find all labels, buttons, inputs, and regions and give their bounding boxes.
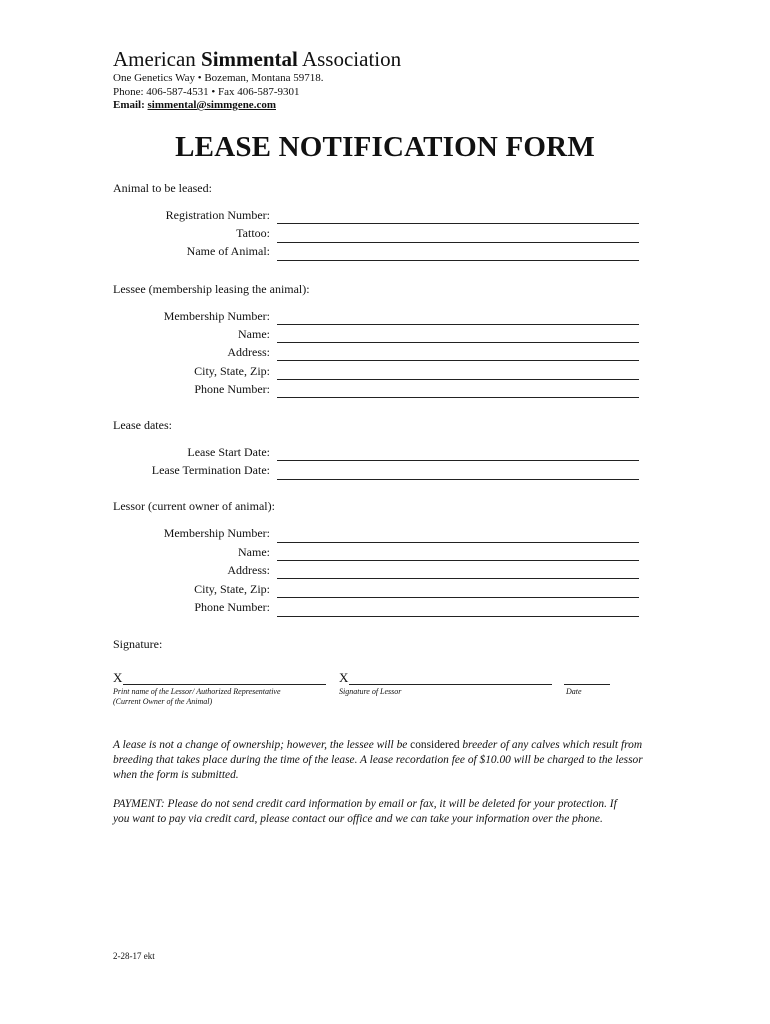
payment-notice-paragraph: PAYMENT: Please do not send credit card information by email or fax, it will be deleted for your protection. If you want to pay via credit card, please contact our office and we can take your information over the phone. bbox=[113, 798, 617, 825]
email-line: Email: simmental@simmgene.com bbox=[113, 99, 276, 111]
print-name-line[interactable] bbox=[123, 684, 326, 685]
input-line-lessee-address[interactable] bbox=[277, 360, 639, 361]
label-lessor-address: Address: bbox=[227, 563, 270, 577]
input-line-lessee-name[interactable] bbox=[277, 342, 639, 343]
section-heading-lessee: Lessee (membership leasing the animal): bbox=[113, 282, 310, 296]
label-name-of-animal: Name of Animal: bbox=[186, 244, 270, 258]
input-line-tattoo[interactable] bbox=[277, 242, 639, 243]
input-line-lessee-phone-number[interactable] bbox=[277, 397, 639, 398]
section-heading-signature: Signature: bbox=[113, 637, 163, 651]
revision-footer: 2-28-17 ekt bbox=[113, 951, 155, 961]
input-line-lessor-name[interactable] bbox=[277, 560, 639, 561]
input-line-name-of-animal[interactable] bbox=[277, 260, 639, 261]
label-registration-number: Registration Number: bbox=[165, 208, 270, 222]
input-line-lessor-membership-number[interactable] bbox=[277, 542, 639, 543]
signature-mark-print-name: X bbox=[113, 670, 123, 685]
section-heading-animal: Animal to be leased: bbox=[113, 181, 212, 195]
label-tattoo: Tattoo: bbox=[236, 226, 270, 240]
label-lessor-phone-number: Phone Number: bbox=[194, 600, 270, 614]
input-line-lease-start-date[interactable] bbox=[277, 460, 639, 461]
input-line-lessor-address[interactable] bbox=[277, 578, 639, 579]
organization-name: American Simmental Association bbox=[113, 47, 402, 71]
address-line: One Genetics Way • Bozeman, Montana 59718. bbox=[113, 72, 324, 84]
label-lessee-membership-number: Membership Number: bbox=[163, 309, 270, 323]
lessor-signature-line[interactable] bbox=[349, 684, 552, 685]
label-lessor-membership-number: Membership Number: bbox=[163, 526, 270, 540]
caption-date: Date bbox=[566, 687, 582, 696]
input-line-lessee-city-state-zip[interactable] bbox=[277, 379, 639, 380]
input-line-lease-termination-date[interactable] bbox=[277, 479, 639, 480]
caption-print-name: Print name of the Lessor/ Authorized Representative bbox=[113, 687, 281, 696]
input-line-lessor-city-state-zip[interactable] bbox=[277, 597, 639, 598]
label-lessor-name: Name: bbox=[238, 545, 270, 559]
signature-mark-lessor: X bbox=[339, 670, 349, 685]
label-lessor-city-state-zip: City, State, Zip: bbox=[194, 582, 270, 596]
email-link[interactable]: simmental@simmgene.com bbox=[147, 99, 276, 111]
label-lease-start-date: Lease Start Date: bbox=[187, 445, 270, 459]
caption-signature-of-lessor: Signature of Lessor bbox=[339, 687, 402, 696]
label-lessee-address: Address: bbox=[227, 345, 270, 359]
phone-line: Phone: 406-587-4531 • Fax 406-587-9301 bbox=[113, 86, 300, 98]
section-heading-lease-dates: Lease dates: bbox=[113, 418, 172, 432]
label-lessee-phone-number: Phone Number: bbox=[194, 382, 270, 396]
input-line-registration-number[interactable] bbox=[277, 223, 639, 224]
section-heading-lessor: Lessor (current owner of animal): bbox=[113, 499, 275, 513]
label-lease-termination-date: Lease Termination Date: bbox=[151, 463, 270, 477]
input-line-lessee-membership-number[interactable] bbox=[277, 324, 639, 325]
lease-notice-paragraph: A lease is not a change of ownership; however, the lessee will be considered breeder of any calves which result from breeding that takes place during the time of the lease. A lease recordation fee of $10.00 will be charged to the lessor when the form is submitted. bbox=[113, 739, 643, 781]
label-lessee-name: Name: bbox=[238, 327, 270, 341]
form-title: LEASE NOTIFICATION FORM bbox=[175, 131, 595, 163]
caption-current-owner: (Current Owner of the Animal) bbox=[113, 697, 213, 706]
label-lessee-city-state-zip: City, State, Zip: bbox=[194, 364, 270, 378]
input-line-lessor-phone-number[interactable] bbox=[277, 616, 639, 617]
date-line[interactable] bbox=[564, 684, 610, 685]
